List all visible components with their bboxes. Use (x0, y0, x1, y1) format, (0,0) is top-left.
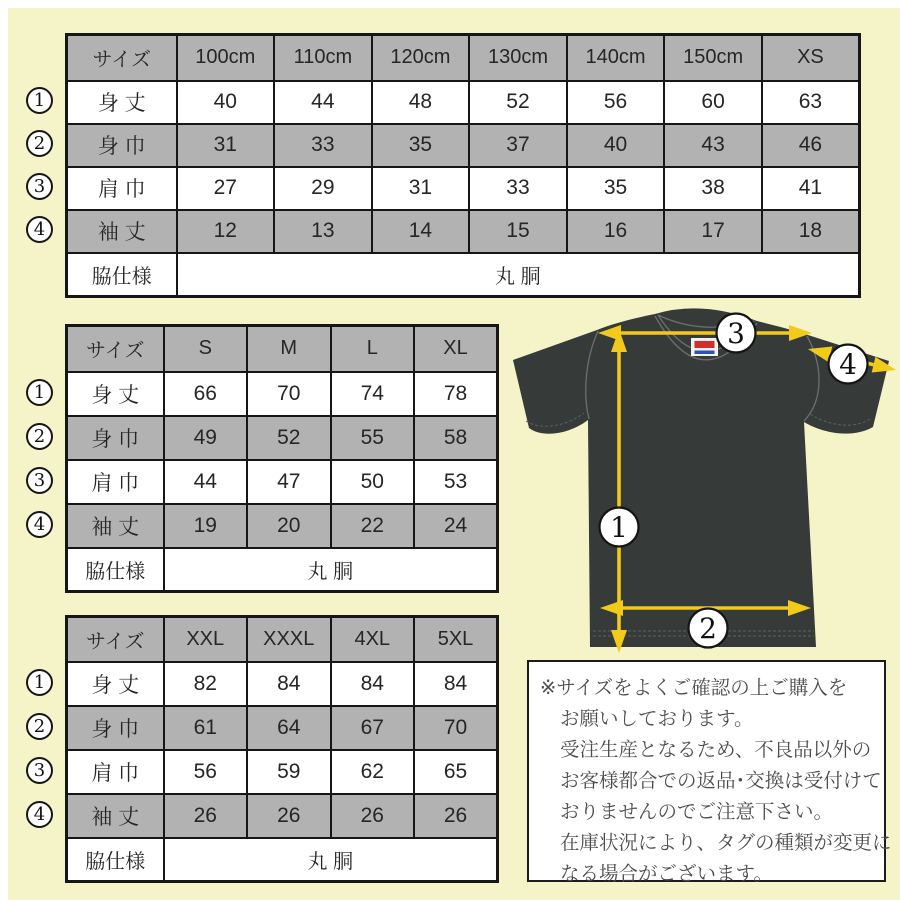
row-marker-2: 2 (26, 713, 53, 740)
size-value: 70 (247, 372, 331, 416)
tshirt-measurement-figure (505, 300, 900, 665)
size-value: 31 (177, 124, 275, 167)
table-row (67, 167, 860, 210)
size-value: 52 (247, 416, 331, 460)
size-value: 17 (664, 210, 762, 253)
svg-text:1: 1 (610, 511, 628, 544)
svg-text:3: 3 (727, 317, 745, 350)
row-marker-2: 2 (26, 130, 53, 157)
table-row (67, 750, 498, 794)
size-value: 60 (664, 81, 762, 124)
note-line: ※サイズをよくご確認の上ご購入を (540, 677, 848, 699)
column-header: 140cm (567, 35, 665, 81)
size-value: 24 (414, 504, 498, 548)
footer-value: 丸 胴 (164, 838, 498, 882)
size-table-adult (65, 324, 499, 593)
size-value: 67 (331, 706, 415, 750)
size-value: 13 (274, 210, 372, 253)
row-marker-1: 1 (26, 669, 53, 696)
size-value: 65 (414, 750, 498, 794)
svg-text:4: 4 (839, 348, 857, 381)
size-value: 38 (664, 167, 762, 210)
column-header: 5XL (414, 617, 498, 662)
size-value: 46 (762, 124, 860, 167)
size-value: 31 (372, 167, 470, 210)
size-value: 44 (274, 81, 372, 124)
table-row (67, 460, 498, 504)
shirt-marker-3 (717, 314, 756, 353)
column-header: XXXL (247, 617, 331, 662)
column-header: 100cm (177, 35, 275, 81)
row-label: 身 巾 (67, 124, 177, 167)
table-row (67, 662, 498, 706)
column-header: 150cm (664, 35, 762, 81)
size-value: 15 (469, 210, 567, 253)
size-value: 74 (331, 372, 415, 416)
row-label: 肩 巾 (67, 167, 177, 210)
footer-label: 脇仕様 (67, 253, 177, 297)
size-value: 26 (331, 794, 415, 838)
column-header: 4XL (331, 617, 415, 662)
corner-header: サイズ (67, 326, 164, 372)
row-marker-2: 2 (26, 423, 53, 450)
row-label: 身 丈 (67, 372, 164, 416)
size-value: 58 (414, 416, 498, 460)
column-header: 120cm (372, 35, 470, 81)
footer-label: 脇仕様 (67, 548, 164, 592)
size-value: 48 (372, 81, 470, 124)
size-value: 70 (414, 706, 498, 750)
shirt-marker-2 (689, 609, 728, 648)
column-header: XXL (164, 617, 248, 662)
size-value: 56 (567, 81, 665, 124)
note-line: 受注生産となるため、不良品以外の (560, 739, 872, 761)
footer-value: 丸 胴 (164, 548, 498, 592)
size-value: 49 (164, 416, 248, 460)
size-value: 82 (164, 662, 248, 706)
table-row (67, 416, 498, 460)
note-line: 在庫状況により、タグの種類が変更に (560, 832, 892, 854)
size-value: 44 (164, 460, 248, 504)
size-value: 33 (469, 167, 567, 210)
size-table-kids (65, 33, 861, 298)
column-header: 110cm (274, 35, 372, 81)
note-line: お願いしております。 (560, 708, 754, 730)
size-value: 26 (164, 794, 248, 838)
column-header: M (247, 326, 331, 372)
row-label: 身 巾 (67, 706, 164, 750)
size-value: 29 (274, 167, 372, 210)
size-value: 50 (331, 460, 415, 504)
size-value: 53 (414, 460, 498, 504)
table-row (67, 372, 498, 416)
shirt-marker-4 (829, 345, 868, 384)
row-marker-3: 3 (26, 757, 53, 784)
size-value: 33 (274, 124, 372, 167)
table-row (67, 210, 860, 253)
column-header: S (164, 326, 248, 372)
size-value: 22 (331, 504, 415, 548)
column-header: 130cm (469, 35, 567, 81)
size-value: 62 (331, 750, 415, 794)
table-row (67, 504, 498, 548)
size-value: 61 (164, 706, 248, 750)
row-label: 身 丈 (67, 81, 177, 124)
row-label: 袖 丈 (67, 794, 164, 838)
size-value: 40 (567, 124, 665, 167)
size-value: 26 (247, 794, 331, 838)
shirt-marker-1 (600, 508, 639, 547)
column-header: L (331, 326, 415, 372)
size-value: 41 (762, 167, 860, 210)
size-value: 20 (247, 504, 331, 548)
row-marker-4: 4 (26, 801, 53, 828)
row-label: 肩 巾 (67, 750, 164, 794)
table-row (67, 81, 860, 124)
row-label: 袖 丈 (67, 504, 164, 548)
size-value: 56 (164, 750, 248, 794)
size-value: 35 (372, 124, 470, 167)
size-value: 43 (664, 124, 762, 167)
size-value: 12 (177, 210, 275, 253)
size-value: 64 (247, 706, 331, 750)
size-value: 84 (247, 662, 331, 706)
row-label: 身 巾 (67, 416, 164, 460)
size-table-big (65, 615, 499, 883)
size-value: 27 (177, 167, 275, 210)
row-marker-3: 3 (26, 173, 53, 200)
size-value: 63 (762, 81, 860, 124)
size-value: 19 (164, 504, 248, 548)
note-line: おりませんのでご注意下さい。 (560, 801, 834, 823)
purchase-note-box (527, 660, 892, 885)
row-label: 肩 巾 (67, 460, 164, 504)
row-marker-1: 1 (26, 379, 53, 406)
table-row (67, 794, 498, 838)
size-value: 66 (164, 372, 248, 416)
note-line: お客様都合での返品･交換は受付けて (560, 770, 882, 792)
row-marker-4: 4 (26, 511, 53, 538)
size-value: 35 (567, 167, 665, 210)
size-value: 52 (469, 81, 567, 124)
size-value: 14 (372, 210, 470, 253)
corner-header: サイズ (67, 35, 177, 81)
table-row (67, 124, 860, 167)
table-row (67, 706, 498, 750)
size-value: 18 (762, 210, 860, 253)
size-value: 16 (567, 210, 665, 253)
row-label: 袖 丈 (67, 210, 177, 253)
column-header: XS (762, 35, 860, 81)
row-marker-4: 4 (26, 216, 53, 243)
size-value: 78 (414, 372, 498, 416)
row-marker-1: 1 (26, 87, 53, 114)
size-value: 40 (177, 81, 275, 124)
size-value: 59 (247, 750, 331, 794)
row-label: 身 丈 (67, 662, 164, 706)
svg-text:2: 2 (699, 612, 717, 645)
size-value: 84 (414, 662, 498, 706)
corner-header: サイズ (67, 617, 164, 662)
brand-tag (691, 338, 718, 356)
size-value: 84 (331, 662, 415, 706)
size-value: 47 (247, 460, 331, 504)
column-header: XL (414, 326, 498, 372)
note-line: なる場合がございます。 (560, 863, 773, 885)
size-value: 26 (414, 794, 498, 838)
size-value: 37 (469, 124, 567, 167)
footer-value: 丸 胴 (177, 253, 860, 297)
row-marker-3: 3 (26, 467, 53, 494)
size-value: 55 (331, 416, 415, 460)
footer-label: 脇仕様 (67, 838, 164, 882)
